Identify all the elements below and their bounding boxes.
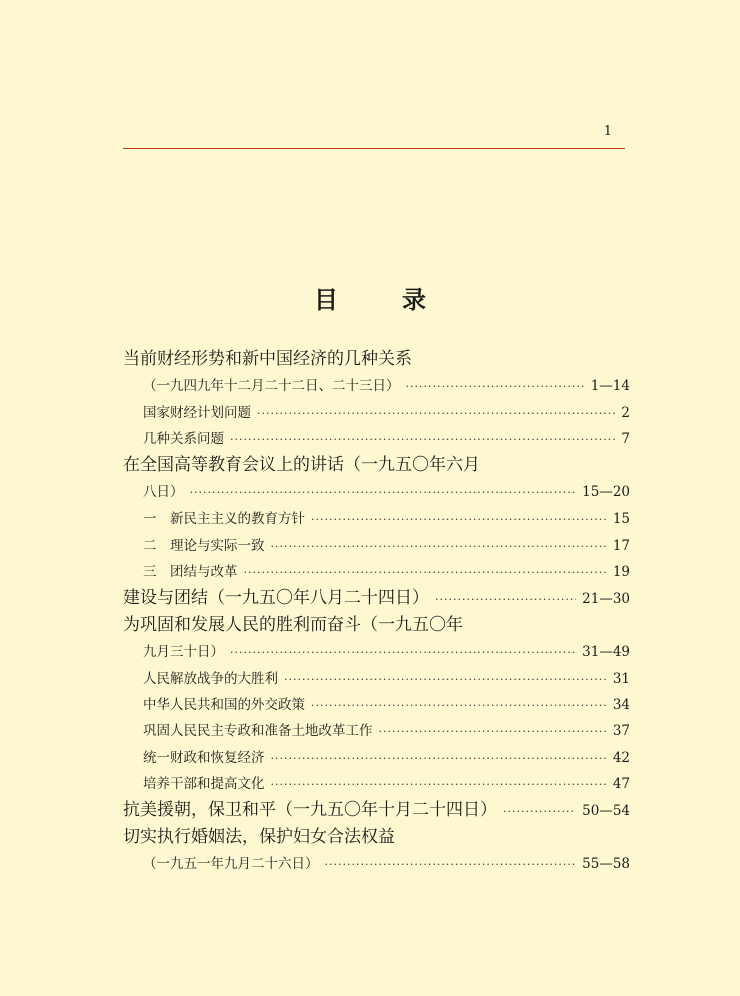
toc-entry-title: （一九五一年九月二十六日） (143, 855, 319, 872)
toc-entry-pages: 34 (612, 697, 630, 714)
dot-leader (271, 772, 607, 798)
toc-entry-pages: 50—54 (582, 802, 630, 819)
dot-leader (311, 693, 607, 719)
dot-leader (325, 851, 577, 878)
toc-entry-title: 当前财经形势和新中国经济的几种关系 (123, 349, 412, 369)
toc-entry[interactable] (123, 718, 630, 744)
toc-entry-title: 三 团结与改革 (143, 563, 238, 580)
dot-leader (311, 507, 607, 533)
dot-leader (190, 479, 577, 506)
dot-leader (230, 427, 615, 453)
toc-entry-pages: 19 (612, 563, 630, 580)
toc-entry-title: 培养干部和提高文化 (143, 775, 265, 792)
toc-entry-pages: 15 (612, 511, 630, 528)
toc-entry-title: 在全国高等教育会议上的讲话（一九五〇年六月 (123, 455, 480, 476)
toc-entry-pages: 7 (621, 431, 630, 448)
header-rule (123, 148, 625, 149)
toc-entry[interactable] (123, 400, 630, 426)
toc-entry-title: 二 理论与实际一致 (143, 537, 265, 554)
toc-entry[interactable] (123, 797, 630, 824)
dot-leader (244, 560, 607, 586)
toc-entry-title: 统一财政和恢复经济 (143, 749, 265, 766)
toc-entry[interactable] (123, 745, 630, 771)
toc-entry[interactable] (123, 666, 630, 692)
dot-leader (230, 639, 576, 666)
toc-entry-title: 几种关系问题 (143, 431, 224, 448)
toc-entry[interactable] (123, 533, 630, 559)
dot-leader (406, 373, 585, 400)
toc-entry-title: 中华人民共和国的外交政策 (143, 697, 305, 714)
dot-leader (284, 667, 607, 693)
dot-leader (435, 586, 576, 613)
dot-leader (379, 719, 607, 745)
toc-entry-pages: 37 (612, 723, 630, 740)
toc-entry-title: 巩固人民民主专政和准备土地改革工作 (143, 723, 373, 740)
toc-entry[interactable] (123, 426, 630, 452)
toc-entry[interactable] (123, 824, 630, 851)
toc-entry[interactable] (123, 639, 630, 666)
page-title: 目 录 (314, 286, 446, 314)
toc-entry-title: 人民解放战争的大胜利 (143, 670, 278, 687)
toc-entry-pages: 47 (612, 775, 630, 792)
toc-entry[interactable] (123, 851, 630, 878)
toc-entry[interactable] (123, 479, 630, 506)
toc-entry-title: 为巩固和发展人民的胜利而奋斗（一九五〇年 (123, 614, 463, 635)
toc-entry-pages: 31 (612, 670, 630, 687)
table-of-contents (123, 346, 630, 878)
toc-entry-pages: 55—58 (582, 855, 630, 872)
toc-entry[interactable] (123, 373, 630, 400)
toc-entry-pages: 1—14 (590, 378, 630, 394)
toc-entry-pages: 15—20 (582, 484, 630, 501)
toc-entry-title: 国家财经计划问题 (143, 405, 251, 421)
toc-entry-pages: 17 (612, 537, 630, 554)
toc-entry[interactable] (123, 346, 630, 373)
toc-entry[interactable] (123, 692, 630, 718)
toc-entry-title: 建设与团结（一九五〇年八月二十四日） (123, 587, 429, 608)
dot-leader (271, 746, 607, 772)
toc-entry[interactable] (123, 452, 630, 479)
toc-entry-title: （一九四九年十二月二十二日、二十三日） (143, 378, 400, 394)
toc-entry-pages: 31—49 (582, 643, 630, 660)
toc-entry[interactable] (123, 506, 630, 532)
toc-entry-title: 一 新民主主义的教育方针 (143, 511, 305, 528)
toc-entry-title: 抗美援朝，保卫和平（一九五〇年十月二十四日） (123, 799, 497, 820)
toc-entry-title: 切实执行婚姻法，保护妇女合法权益 (123, 826, 395, 847)
toc-entry[interactable] (123, 612, 630, 639)
toc-entry[interactable] (123, 771, 630, 797)
toc-entry[interactable] (123, 559, 630, 585)
toc-entry-pages: 21—30 (582, 590, 630, 607)
toc-entry-title: 八日） (143, 484, 184, 501)
toc-entry[interactable] (123, 585, 630, 612)
dot-leader (503, 798, 576, 825)
toc-entry-title: 九月三十日） (143, 643, 224, 660)
toc-entry-pages: 2 (621, 405, 630, 421)
dot-leader (257, 401, 615, 427)
page-number: 1 (603, 124, 612, 139)
toc-entry-pages: 42 (612, 749, 630, 766)
dot-leader (271, 534, 607, 560)
